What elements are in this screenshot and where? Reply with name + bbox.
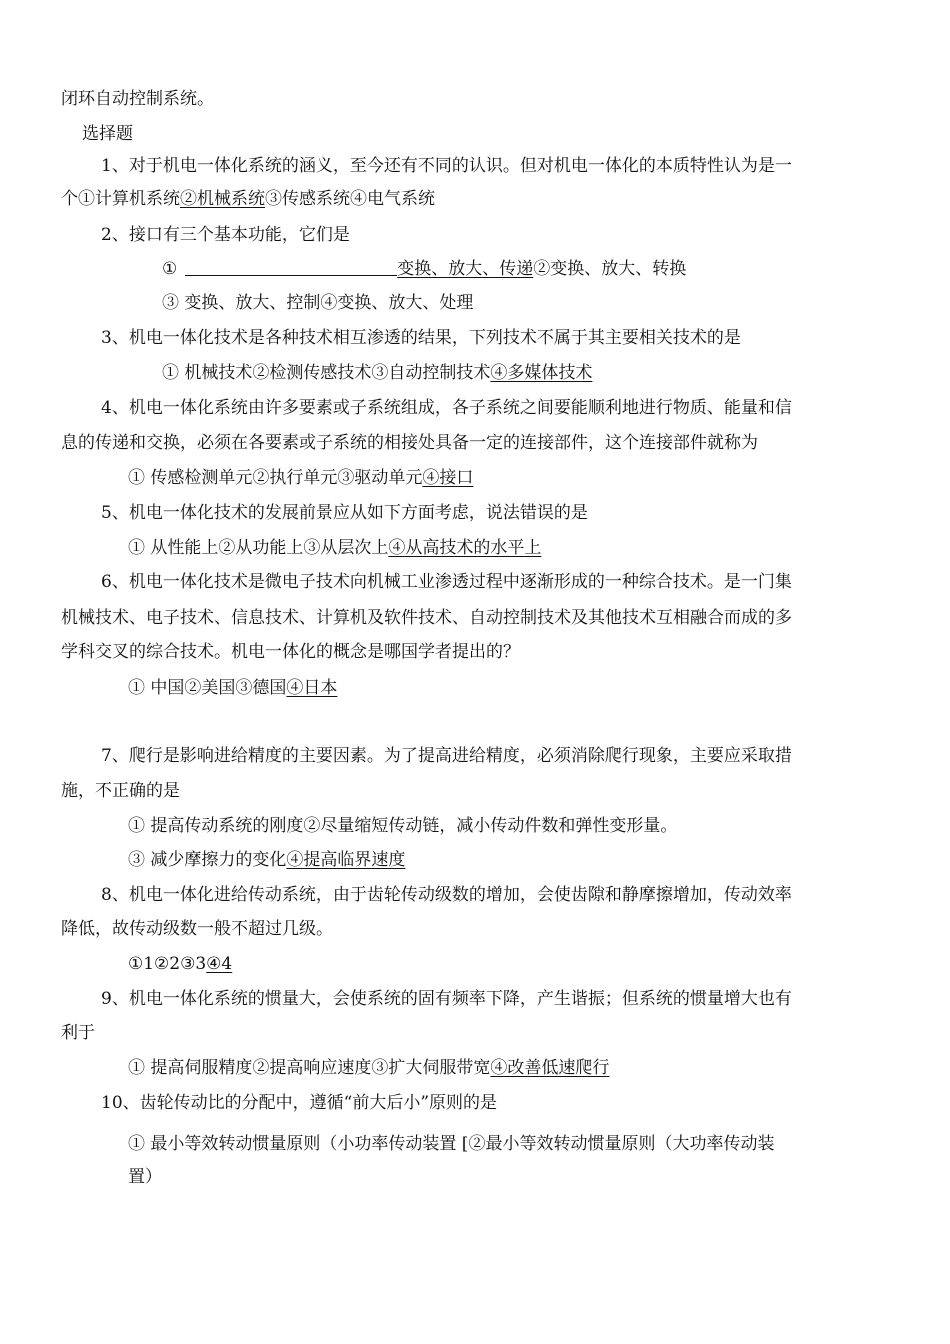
q7-answer: ④提高临界速度 xyxy=(286,850,406,870)
q7-options-prefix: ③ 减少摩擦力的变化 xyxy=(128,850,287,870)
q5-options xyxy=(128,537,541,559)
q2-option1-marker: ① xyxy=(162,259,178,279)
q3-options-prefix: ① 机械技术②检测传感技术③自动控制技术 xyxy=(162,363,491,383)
q2-answer: 变换、放大、传递 xyxy=(397,259,534,279)
q8-stem-line1: 8、机电一体化进给传动系统，由于齿轮传动级数的增加，会使齿隙和静摩擦增加，传动效率 xyxy=(101,885,792,905)
q3-stem: 3、机电一体化技术是各种技术相互渗透的结果，下列技术不属于其主要相关技术的是 xyxy=(101,328,741,348)
q2-stem: 2、接口有三个基本功能，它们是 xyxy=(101,225,350,245)
q8-stem-line2: 降低，故传动级数一般不超过几级。 xyxy=(61,919,333,939)
q6-stem-line2: 机械技术、电子技术、信息技术、计算机及软件技术、自动控制技术及其他技术互相融合而成的多 xyxy=(61,608,792,628)
q9-stem-line1: 9、机电一体化系统的惯量大，会使系统的固有频率下降，产生谐振；但系统的惯量增大也有 xyxy=(101,989,792,1009)
intro-continuation: 闭环自动控制系统。 xyxy=(61,89,214,109)
q5-options-prefix: ① 从性能上②从功能上③从层次上 xyxy=(128,538,389,558)
q1-options xyxy=(61,188,435,210)
q9-answer: ④改善低速爬行 xyxy=(490,1058,610,1078)
q10-stem: 10、齿轮传动比的分配中，遵循“前大后小”原则的是 xyxy=(101,1093,498,1113)
q9-options-prefix: ① 提高伺服精度②提高响应速度③扩大伺服带宽 xyxy=(128,1058,491,1078)
q5-stem: 5、机电一体化技术的发展前景应从如下方面考虑，说法错误的是 xyxy=(101,503,588,523)
q5-answer: ④从高技术的水平上 xyxy=(388,538,542,558)
q7-stem-line1: 7、爬行是影响进给精度的主要因素。为了提高进给精度，必须消除爬行现象，主要应采取措 xyxy=(101,746,792,766)
q4-options xyxy=(128,467,473,489)
q10-option-line2: 置） xyxy=(128,1167,162,1187)
q7-stem-line2: 施，不正确的是 xyxy=(61,781,180,801)
q4-stem-line1: 4、机电一体化系统由许多要素或子系统组成，各子系统之间要能顺利地进行物质、能量和信 xyxy=(101,398,792,418)
q6-stem-line3: 学科交叉的综合技术。机电一体化的概念是哪国学者提出的？ xyxy=(61,642,520,662)
q2-option-line1 xyxy=(162,258,686,280)
q4-options-prefix: ① 传感检测单元②执行单元③驱动单元 xyxy=(128,468,423,488)
q1-stem-line1: 1、对于机电一体化系统的涵义，至今还有不同的认识。但对机电一体化的本质特性认为是一 xyxy=(101,156,792,176)
q10-option-line1: ① 最小等效转动惯量原则（小功率传动装置 [②最小等效转动惯量原则（大功率传动装 xyxy=(128,1134,775,1154)
q6-options xyxy=(128,677,337,699)
q1-answer: ②机械系统 xyxy=(180,189,265,209)
section-title: 选择题 xyxy=(82,124,133,144)
q7-option-line1: ① 提高传动系统的刚度②尽量缩短传动链，减小传动件数和弹性变形量。 xyxy=(128,816,678,836)
q1-stem-suffix: ③传感系统④电气系统 xyxy=(265,189,435,209)
q3-options xyxy=(162,362,592,384)
q4-answer: ④接口 xyxy=(422,468,474,488)
q4-stem-line2: 息的传递和交换，必须在各要素或子系统的相接处具备一定的连接部件，这个连接部件就称为 xyxy=(61,433,758,453)
q6-answer: ④日本 xyxy=(286,678,338,698)
q2-option-line2: ③ 变换、放大、控制④变换、放大、处理 xyxy=(162,293,474,313)
q9-stem-line2: 利于 xyxy=(61,1023,95,1043)
q6-stem-line1: 6、机电一体化技术是微电子技术向机械工业渗透过程中逐渐形成的一种综合技术。是一门集 xyxy=(101,572,792,592)
q7-option-line2 xyxy=(128,849,405,871)
q6-options-prefix: ① 中国②美国③德国 xyxy=(128,678,287,698)
q1-stem-prefix: 个①计算机系统 xyxy=(61,189,180,209)
q3-answer: ④多媒体技术 xyxy=(490,363,593,383)
q2-answer-blank xyxy=(185,259,397,276)
q8-options xyxy=(128,953,232,975)
q9-options xyxy=(128,1057,609,1079)
q8-options-prefix: ①1②2③3 xyxy=(128,954,207,974)
q2-option-rest: ②变换、放大、转换 xyxy=(533,259,687,279)
q8-answer: ④4 xyxy=(206,954,233,974)
